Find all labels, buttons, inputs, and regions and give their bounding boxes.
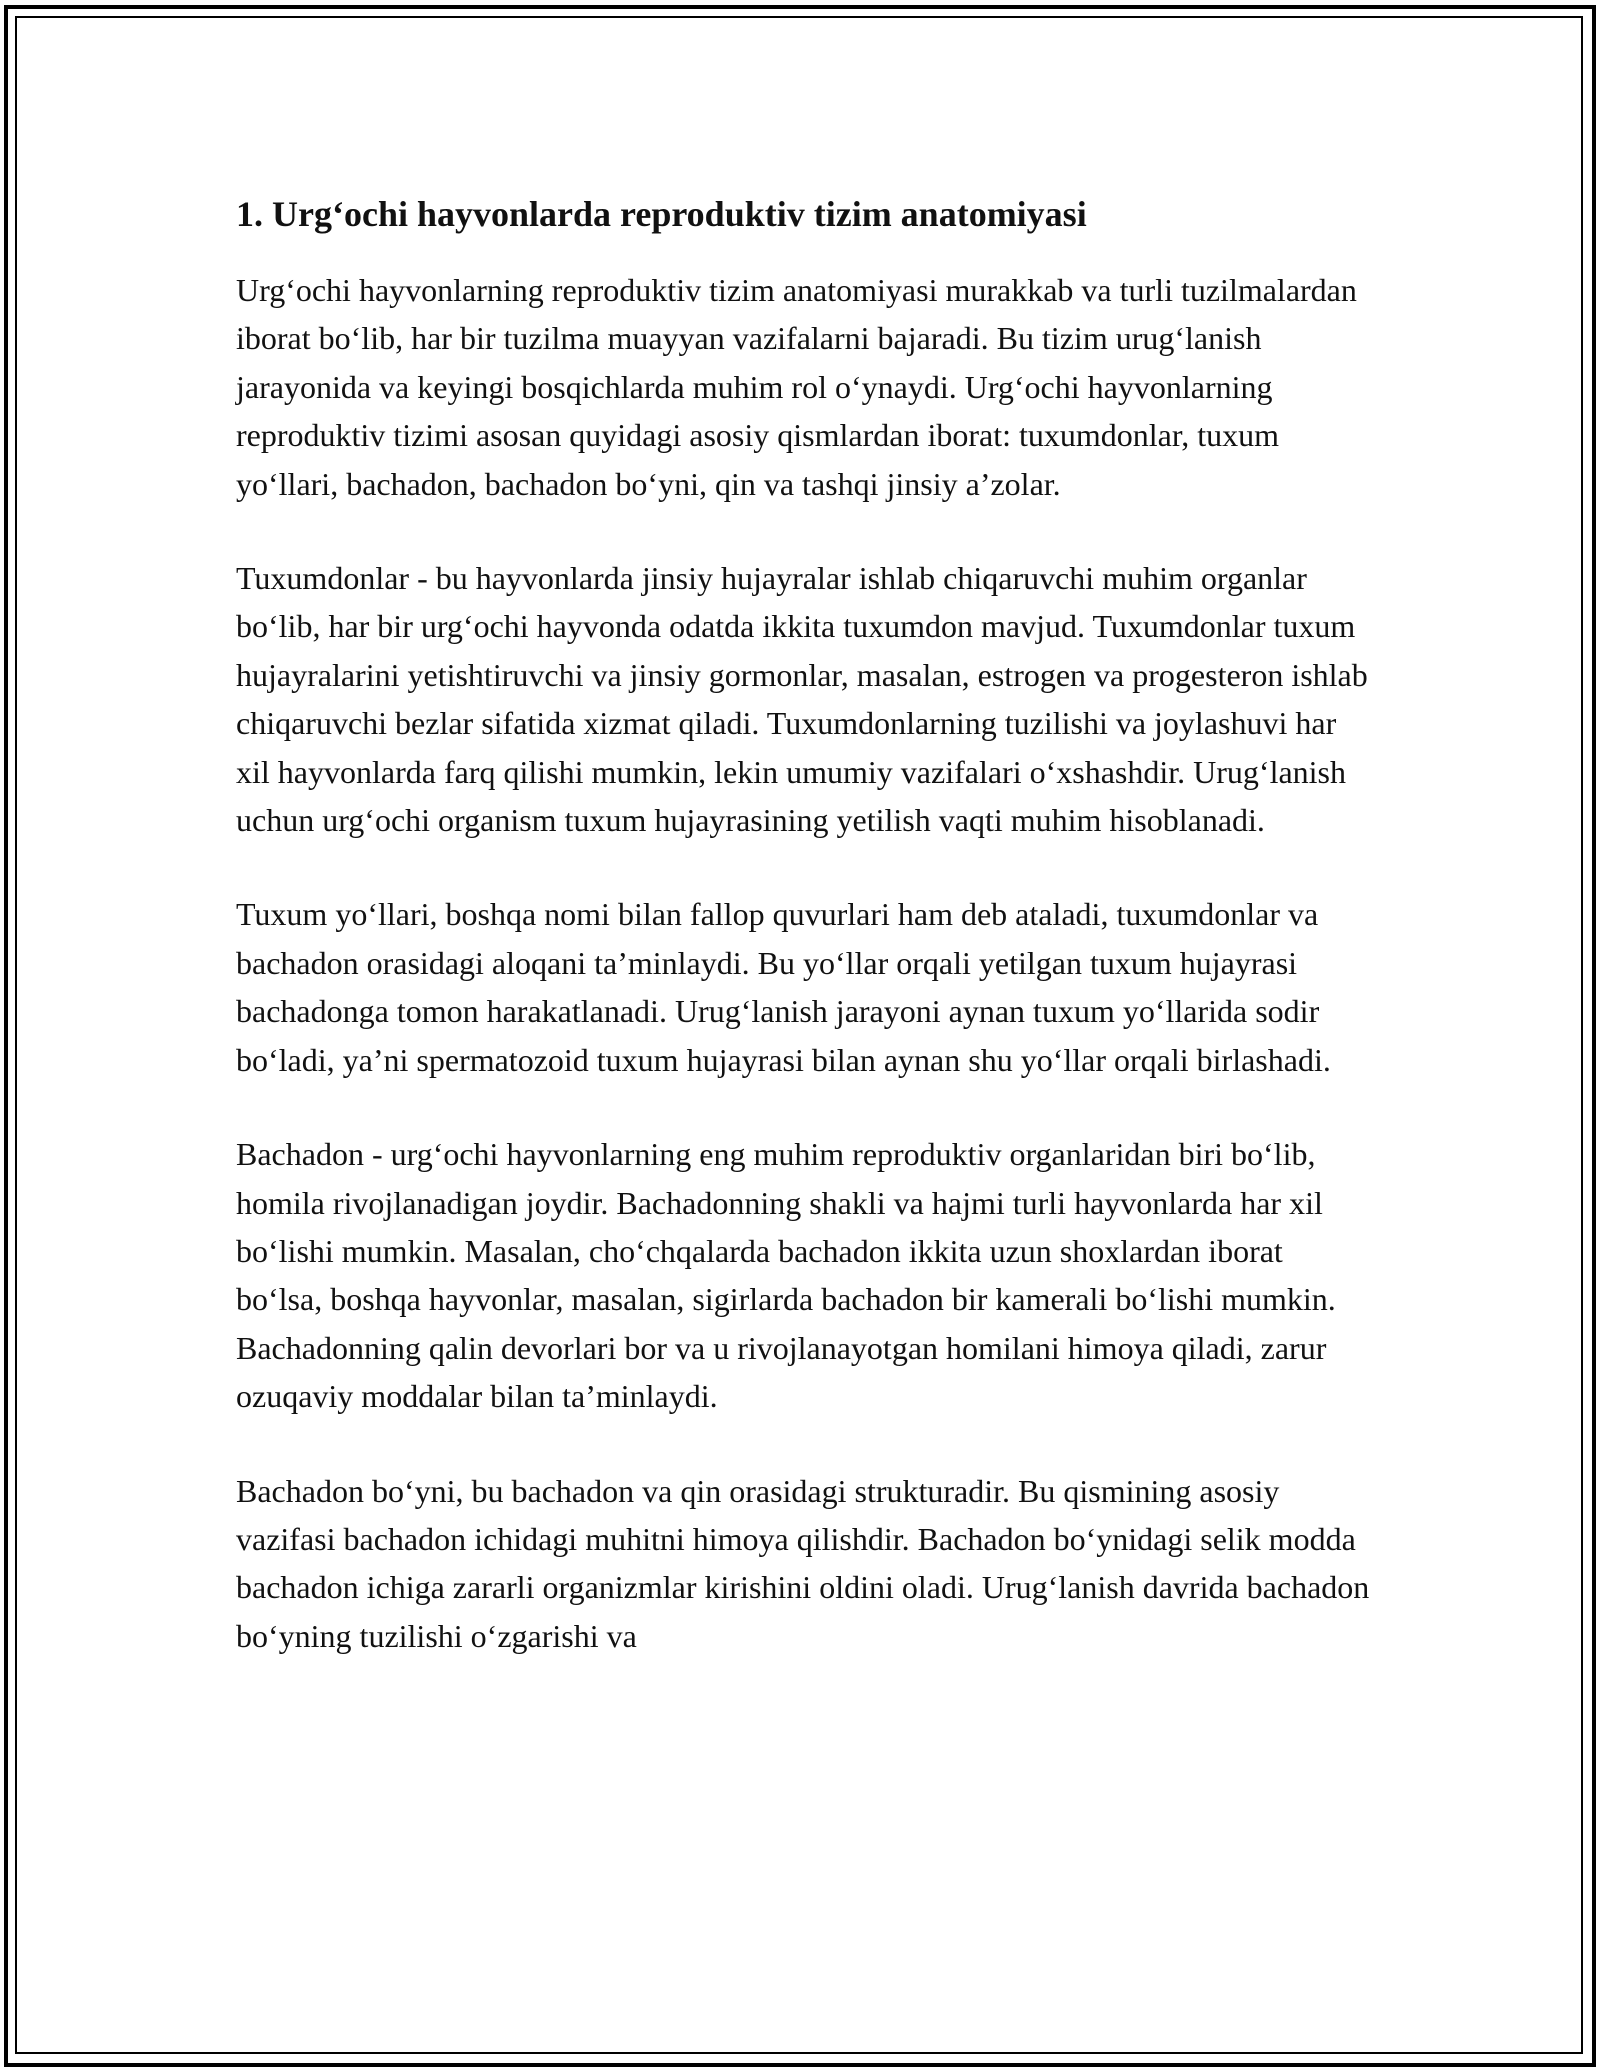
document-body [236,186,1376,1706]
paragraph-intro: Urg‘ochi hayvonlarning reproduktiv tizim anatomiyasi murakkab va turli tuzilmalardan iborat bo‘lib, har bir tuzilma muayyan vazifalarni bajaradi. Bu tizim urug‘lanish jarayonida va keyingi bosqichlarda muhim rol o‘ynaydi. Urg‘ochi hayvonlarning reproduktiv tizimi asosan quyidagi asosiy qismlardan iborat: tuxumdonlar, tuxum yo‘llari, bachadon, bachadon bo‘yni, qin va tashqi jinsiy a’zolar. [236,272,1357,502]
paragraph-oviducts: Tuxum yo‘llari, boshqa nomi bilan fallop quvurlari ham deb ataladi, tuxumdonlar va bachadon orasidagi aloqani ta’minlaydi. Bu yo‘llar orqali yetilgan tuxum hujayrasi bachadonga tomon harakatlanadi. Urug‘lanish jarayoni aynan tuxum yo‘llarida sodir bo‘ladi, ya’ni spermatozoid tuxum hujayrasi bilan aynan shu yo‘llar orqali birlashadi. [236,896,1331,1078]
section-heading: 1. Urg‘ochi hayvonlarda reproduktiv tizim anatomiyasi [236,194,1087,234]
paragraph-cervix: Bachadon bo‘yni, bu bachadon va qin orasidagi strukturadir. Bu qismining asosiy vazifasi bachadon ichidagi muhitni himoya qilishdir. Bachadon bo‘ynidagi selik modda bachadon ichiga zararli organizmlar kirishini oldini oladi. Urug‘lanish davrida bachadon bo‘yning tuzilishi o‘zgarishi va [236,1472,1370,1654]
paragraph-uterus: Bachadon - urg‘ochi hayvonlarning eng muhim reproduktiv organlaridan biri bo‘lib, homila rivojlanadigan joydir. Bachadonning shakli va hajmi turli hayvonlarda har xil bo‘lishi mumkin. Masalan, cho‘chqalarda bachadon ikkita uzun shoxlardan iborat bo‘lsa, boshqa hayvonlar, masalan, sigirlarda bachadon bir kamerali bo‘lishi mumkin. Bachadonning qalin devorlari bor va u rivojlanayotgan homilani himoya qiladi, zarur ozuqaviy moddalar bilan ta’minlaydi. [236,1136,1336,1415]
paragraph-ovaries: Tuxumdonlar - bu hayvonlarda jinsiy hujayralar ishlab chiqaruvchi muhim organlar bo‘lib, har bir urg‘ochi hayvonda odatda ikkita tuxumdon mavjud. Tuxumdonlar tuxum hujayralarini yetishtiruvchi va jinsiy gormonlar, masalan, estrogen va progesteron ishlab chiqaruvchi bezlar sifatida xizmat qiladi. Tuxumdonlarning tuzilishi va joylashuvi har xil hayvonlarda farq qilishi mumkin, lekin umumiy vazifalari o‘xshashdir. Urug‘lanish uchun urg‘ochi organism tuxum hujayrasining yetilish vaqti muhim hisoblanadi. [236,560,1368,839]
